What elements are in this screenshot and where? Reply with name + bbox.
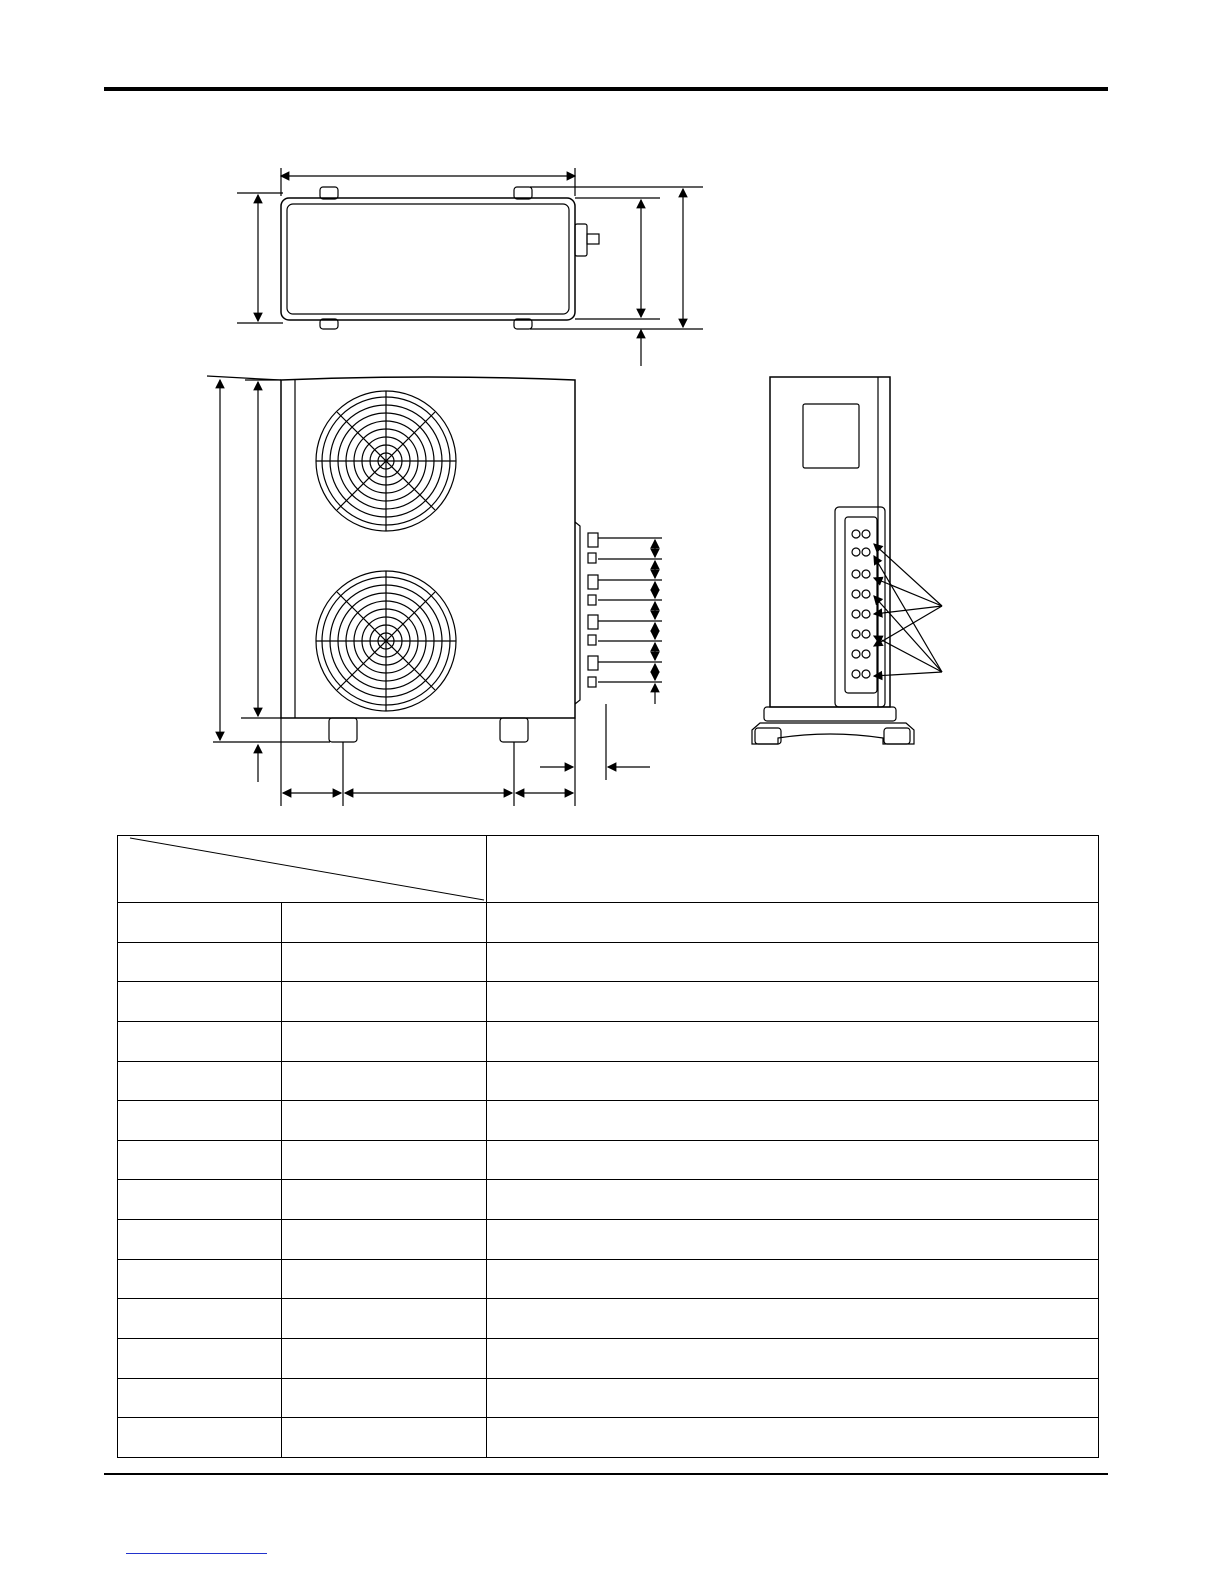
cell-c (487, 1259, 1099, 1299)
cell-c (487, 903, 1099, 943)
cell-a (118, 1338, 282, 1378)
cell-c (487, 1378, 1099, 1418)
cell-c (487, 1220, 1099, 1260)
cell-c (487, 1180, 1099, 1220)
cell-b (282, 1140, 487, 1180)
front-view (207, 376, 662, 806)
cell-a (118, 1220, 282, 1260)
table-row (118, 1101, 1099, 1141)
table-row (118, 1299, 1099, 1339)
table-header-value (487, 836, 1099, 903)
table-row (118, 903, 1099, 943)
leader-lines (874, 544, 942, 676)
cell-c (487, 1101, 1099, 1141)
cell-c (487, 1140, 1099, 1180)
cell-a (118, 942, 282, 982)
cell-a (118, 1259, 282, 1299)
cell-b (282, 1378, 487, 1418)
cell-a (118, 903, 282, 943)
table-row (118, 1378, 1099, 1418)
fan-lower (316, 571, 456, 711)
table-row (118, 1061, 1099, 1101)
cell-b (282, 1220, 487, 1260)
cell-b (282, 1061, 487, 1101)
table-row (118, 1259, 1099, 1299)
cell-a (118, 1101, 282, 1141)
cell-b (282, 1299, 487, 1339)
cell-c (487, 942, 1099, 982)
fan-upper (316, 391, 456, 531)
cell-b (282, 1101, 487, 1141)
table-row (118, 1418, 1099, 1458)
service-ports (852, 530, 870, 678)
corner-diagonal (118, 836, 487, 901)
cell-c (487, 1299, 1099, 1339)
spec-table (117, 835, 1099, 1458)
table-row (118, 1220, 1099, 1260)
cell-c (487, 1061, 1099, 1101)
footer-link[interactable] (126, 1553, 267, 1554)
cell-b (282, 1180, 487, 1220)
cell-a (118, 1180, 282, 1220)
cell-b (282, 903, 487, 943)
cell-b (282, 942, 487, 982)
cell-a (118, 1299, 282, 1339)
table-row (118, 982, 1099, 1022)
table-row (118, 1338, 1099, 1378)
table-row (118, 942, 1099, 982)
cell-a (118, 982, 282, 1022)
table-row (118, 1021, 1099, 1061)
cell-b (282, 1021, 487, 1061)
cell-c (487, 982, 1099, 1022)
table-corner-cell (118, 836, 487, 903)
cell-a (118, 1061, 282, 1101)
side-view (752, 377, 942, 744)
top-view (237, 168, 703, 366)
cell-b (282, 1338, 487, 1378)
cell-a (118, 1418, 282, 1458)
cell-c (487, 1021, 1099, 1061)
table-header-row (118, 836, 1099, 903)
cell-b (282, 1259, 487, 1299)
cell-c (487, 1338, 1099, 1378)
table-row (118, 1140, 1099, 1180)
cell-a (118, 1140, 282, 1180)
table-row (118, 1180, 1099, 1220)
cell-a (118, 1378, 282, 1418)
pipe-valves (588, 533, 598, 687)
cell-c (487, 1418, 1099, 1458)
cell-a (118, 1021, 282, 1061)
cell-b (282, 982, 487, 1022)
bottom-rule (104, 1473, 1108, 1475)
cell-b (282, 1418, 487, 1458)
